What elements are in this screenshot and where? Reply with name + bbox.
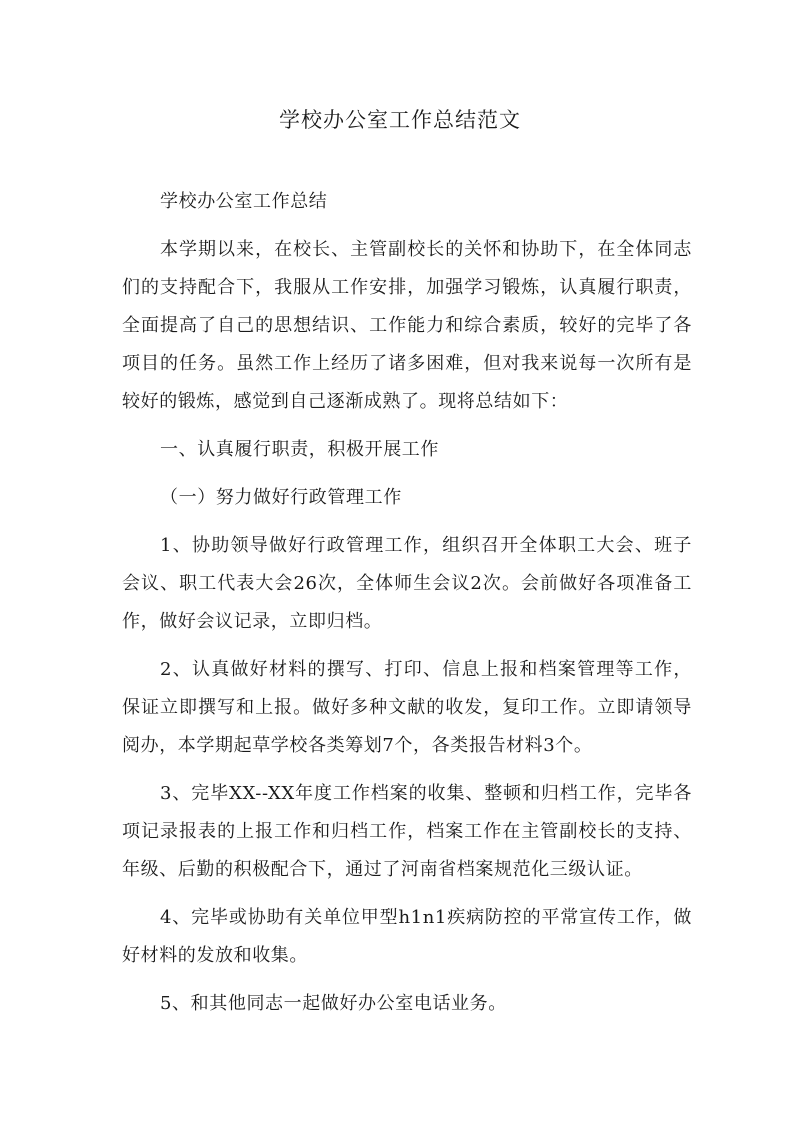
subsection-heading-1: （一）努力做好行政管理工作 xyxy=(160,487,402,508)
list-item-2: 2、认真做好材料的撰写、打印、信息上报和档案管理等工作，保证立即撰写和上报。做好多种文献的收发，复印工作。立即请领导阅办，本学期起草学校各类筹划7个，各类报告材料3个。 xyxy=(122,659,692,756)
section-heading: 学校办公室工作总结 xyxy=(160,191,328,212)
intro-paragraph: 本学期以来，在校长、主管副校长的关怀和协助下，在全体同志们的支持配合下，我服从工作安排，加强学习锻炼，认真履行职责，全面提高了自己的思想结识、工作能力和综合素质，较好的完毕了各项目的任务。虽然工作上经历了诸多困难，但对我来说每一次所有是较好的锻炼，感觉到自己逐渐成熟了。现将总结如下： xyxy=(122,239,692,412)
list-item-5: 5、和其他同志一起做好办公室电话业务。 xyxy=(160,993,507,1014)
document-title: 学校办公室工作总结范文 xyxy=(279,108,521,132)
list-item-4: 4、完毕或协助有关单位甲型h1n1疾病防控的平常宣传工作，做好材料的发放和收集。 xyxy=(122,907,692,966)
list-item-1: 1、协助领导做好行政管理工作，组织召开全体职工大会、班子会议、职工代表大会26次，全体师生会议2次。会前做好各项准备工作，做好会议记录，立即归档。 xyxy=(122,535,692,632)
document-body xyxy=(122,183,692,1023)
list-item-3: 3、完毕XX--XX年度工作档案的收集、整顿和归档工作，完毕各项记录报表的上报工作和归档工作，档案工作在主管副校长的支持、年级、后勤的积极配合下，通过了河南省档案规范化三级认证。 xyxy=(122,783,692,880)
section-heading-1: 一、认真履行职责，积极开展工作 xyxy=(160,439,439,460)
